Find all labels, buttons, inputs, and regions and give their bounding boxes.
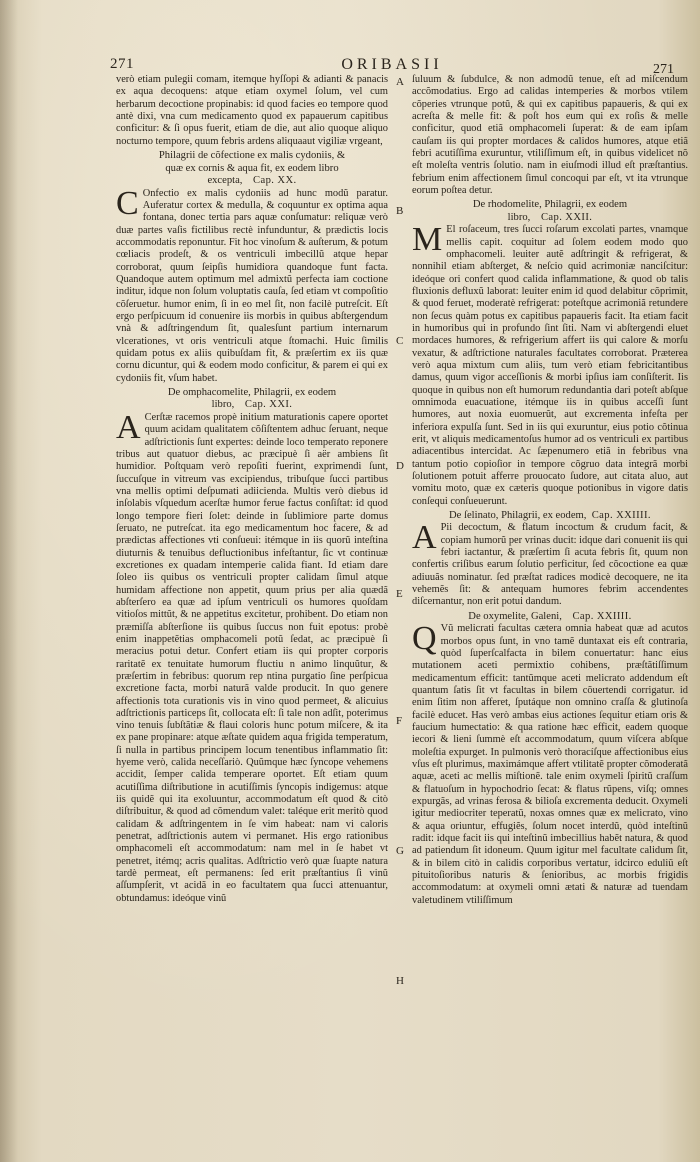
chapter-24-text: Vũ melicrati facultas cætera omnia habeat quæ ad acutos morbos opus ſunt, in vno tamẽ duntaxat eis eſt contraria, quòd ſuperſcalfacta in bilem conuertatur: hanc eius mutationem aceti permixtio cohibens, præſtãtiſſimum medicamentum efficit: tantũmque aceti melicrato addendum eſt quantum ſatis ſit vt facultas in bilem cõuertendi corrigatur. id enim ſitim non afferet, ſputáque non omnino craſſa & glutinoſa facilè educet. Has verò ambas eius actiones ſequitur etiam oris & faucium humectatio: & qua ratione hæc efficit, eadem quoque iecori & lieni ſummè eſt accommodatum, quum viſcera abſque moleſtia expurget. In pulmonis verò thoracíſque affectionibus eius vſus eſt plurimus, maximámque affert vtilitatẽ propter cõmoderatã aquæ, aceti ac mellis miſtionẽ. tale enim oxymeli ſpiritũ craſſum & flatuoſum in hypochodrio ſecat: & flatus rũpens, viſq; omnes expurgãs, ad vrinas ferosa & bilioſa excrementa deducit. Oxymeli igitur mediocriter teperatũ, noxas omnes quæ ex melicrato, vino & aqua oriuntur, effugiẽs, ſolum nocet interdũ, quòd inteſtinũ radit: idque facit iis qui inteſtinũ imbecillius habẽt natura, & quod ad patiendum ſit idoneum. Quum igitur mel facultate calidum ſit, & in bilem citò in calidis corporibus vertatur, idcirco eduliũ eſt pituitoſioribus naturis & ſenioribus, ac morbis frigidis accommodatum: at oxymeli omni ætati & naturæ ad tuendam valetudinem vtiliſſimum: [412, 623, 688, 906]
margin-letter-g: G: [396, 845, 404, 857]
right-text-column: [412, 74, 688, 1154]
chapter-21-heading-line-1: De omphacomelite, Philagrii, ex eodem: [167, 386, 337, 398]
margin-letter-d: D: [396, 460, 404, 472]
chapter-21-heading-line-2: [116, 399, 388, 412]
chapter-22-number: Cap. XXII.: [540, 211, 593, 223]
chapter-22-heading-line-2: [412, 212, 688, 225]
chapter-20-heading-excepta: excepta,: [207, 175, 243, 187]
chapter-20-number: Cap. XX.: [253, 175, 297, 187]
margin-letter-b: B: [396, 205, 404, 217]
chapter-22-text: El roſaceum, tres ſucci roſarum excolati partes, vnamque mellis capit. coquitur ad ſolem eodem modo quo omphacomeli. leuiter autẽ adſtringit & refrigerat, & nonnihil etiam abſterget, & neſcio quid acrimoniæ nanciſcitur: ideóque ori confert quod calida inflammatione, & quod ob talis fluxionis defluxũ laborat: leuiter enim id quod delabitur cõprimit, & quod feruet, moderatè refrigerat: poteſtque acrimoniã retundere non ſecus quàm potus ex capitibus papaueris facit. Ita etiam facit in humoribus qui in profundo ſint ſiti. Nam vi abſtergendi eluet mordaces humores, & refrigerium affert iis qui calore & morſu vexatur, & adſtrictione naturales facultates corroborat. Præterea verò aqua mixtum cum aliis, tum verò etiam febricitantibus damus, quum vigor acceſſionis & morbi ipſius iam conſiſterit. Iis quoque in quibus non eſt humorum redundantia dari poteſt abſque omnimoda euacuatione, itémque iis in quibus acceſſi ſunt humores, aut noxia euomuerũt, aut excrementa infeſta per inferiora expulſa ſunt. Sed in iis qui exuruntur, eius potio cõtinua erit, vt aliquis medicamentoſus humor ad os ventriculi ex partibus adiacentibus intercidat. Ac ſæpenumero etiã in febribus vna tantum potio copioſior in tempore cõgruo data integrã morbi ſolutionem potuit afferre prouocato ſudore, aut citata aluo, aut vomitu moto, quæ ex cæteris quoque potionibus in vigore datis conſequi conſueuerunt.: [412, 224, 688, 507]
chapter-22-heading-libro: libro,: [507, 211, 531, 223]
drop-cap-c: C: [116, 184, 139, 222]
chapter-23-heading: [412, 510, 688, 523]
running-title: ORIBASII: [341, 56, 443, 73]
chapter-20-heading-line-3: [116, 175, 388, 188]
chapter-23-number: Cap. XXIIII.: [591, 509, 651, 521]
page-number-right: 271: [653, 62, 674, 77]
chapter-20-heading-line-1: Philagrii de cõfectione ex malis cydoniis, &: [158, 149, 346, 161]
chapter-23-text: Pii decoctum, & flatum incoctum & crudum facit, & copiam humorũ per vrinas ducit: idque dari conuenit iis qui febri iactantur, & præſertim ſi acuta febris ſit, quum non confertis criſibus earum ſolutio perficitur, ſed cõcoctione ea quæ adiuuãs nominatur. ſed præſtat radices modicè decoquere, ne ita vehemẽs ſit: & antequam humores febrim accendentes diſcernantur, non erit potui dandum.: [412, 522, 688, 608]
right-intro-paragraph: ſuluum & ſubdulce, & non admodũ tenue, eſt ad miſcendum accõmodatius. Ergo ad calidas intemperies & morbos vtilem cõperies vtrunque potũ, & qui ex capitibus papaueris, & qui ex acreſta & melle fit: & poſt hos eum qui ex roſis & melle conficitur, quod etiã omphacomeli ſuperat: & de eam ipſam cauſam iis qui propter mordaces & calidos humores, atque etiã febri acutiſſima exuruntur, vtiliſſimum eſt, in quibus videlicet nõ eſt moleſta ventris ſolutio. nam in eiuſmodi illud eſt præſtantius. febrium enim affectionem ſimul concoqui par eſt, vt ita vtrunque eorum poſtea detur.: [412, 74, 688, 196]
chapter-24-body: [412, 620, 688, 907]
chapter-24-title: De oxymelite, Galeni,: [468, 610, 562, 622]
chapter-22-heading-line-1: De rhodomelite, Philagrii, ex eodem: [472, 199, 628, 211]
chapter-20-text: Onfectio ex malis cydoniis ad hunc modũ paratur. Auferatur cortex & medulla, & coquuntur ex optima aqua fontana, donec tertia pars aquæ conſumatur: reliquæ verò duæ partes vaſis fictilibus rectè infunduntur, & prædictis locis accommodatis reponuntur. Fit hoc vinoſum & auſterum, & potum cœliacis prodeſt, & os ventriculi imbecillũ atque hepar corroborat, quum ſeipſis humidiora quandoque funt facta. Quandoque autem optimum mel admixtũ perfecta iam coctione inditur, idque non ſolum voluptatis cauſa, ſed etiam vt compoſitio cõſeruetur. humor enim, ſi in eo mel ſit, non facilè putreſcit. Eſt ergo perſpicuum id conuenire iis morbis in quibus abſtergendum vnà & adſtringendum ſit, qualesſunt partium internarum vlcerationes, vt oris ventriculi atque ſtomachi. Huic ſimilis quidam potus ex aliis quibuſdam fit, & præſertim ex iis quæ cornu dicuntur, qui & eodem modo conficitur, & parem ei qui ex cydoniis fit, vſum habet.: [116, 187, 388, 384]
page-header: [110, 56, 674, 77]
chapter-23-body: [412, 519, 688, 608]
chapter-20-heading-line-2: quæ ex cornis & aqua fit, ex eodem libro: [165, 162, 339, 174]
chapter-22-body: [412, 221, 688, 508]
drop-cap-m: M: [412, 221, 443, 259]
chapter-21-text: Cerſtæ racemos propè initium maturationis capere oportet quum acidam qualitatem cõſiſtentem adhuc ſeruant, neque adſtrictionis ſunt expertes: deinde loco temperato reponere tribus aut quatuor diebus, ac præcipuè ſi aër ambiens ſit humidior. Poſtquam verò repoſiti fuerint, exprimendi ſunt, ſuccuſque in vitreum vas excipiendus, tribuſque ſucci partibus vna mellis optimi deſpumati adiicienda. Multis verò diebus id inſolabis vſquedum acerſtæ humor ferue factus conſiſtat: id quod longo tempore fieri ſolet: deinde in ſublimiore parte domus ſeruato, ne putreſcat. ita ego medicamentum hoc facere, & ad prædictas affectiones vti conſueui: itémque in iis quorũ inteſtina diuturnis & tenuibus defluctionibus infeſtantur, ſic vt continuæ excretiones ex quadam intemperie calida fiant. Id etiam dare ſoleo iis quibus os ventriculi propter calidam ſimul atque humidam affectione non appetit, quum prius per alia quædã abſterſero ea quæ ad ipſum ventriculi os humores quoſdam vitioſos mittũt, & ne appetitus excitetur, prohibent. Do etiam non præmiſſa abſterſione iis quibus ſuccus non fuit epotus: probè enim inappetẽtias omphacomeli potũ ſedat, ac præcipuè ſi meracius potui detur. Confert etiam iis qui propter corporis raritatẽ ex tenuitate humorum fluctiu n animo linquũtur, & præſertim in febribus: quorum rep ntina purgatio ſine perſpicua excretione facta, morbi naturã valde producit. In quo genere affectionis tota curationis vis in vino quod permeet, & alicuius adſtrictionis particeps ſit, collocata eſt: ſi tale non adſit, poterimus vino tenuis ſubſtãtiæ & flaui coloris hunc potum miſcere, & ita ex pane propinare: atque æſtate quidem aqua frigida temperatum, ſi nulla in partibus principem locum tenentibus inflammatio ſit: hyeme verò, calida neceſſariò. Quũmque hæc ſyncope vehemens accidit, ſemper calida temperare oportet. Eſt etiam quum acutiſſima diſtributione in acutiſſimis ſyncopis indigemus: atque iis quidẽ qui ita exoluuntur, accommodatum eſt quod & citò diſtribuitur, & quod ad cõmendum valet: taléque erit meritò quod calidam & adſtringentem in ſe vim habeat: nam vi caloris penetrat, adſtrictionis autem vi permanet. His ergo rationibus omphacomeli eſt accommodatum: nam mel in ſe habet vt penetret, itémq; acris qualitas. Adſtrictio verò quæ ſuapte natura tardè permeat, eſt permanens: ſed erit præſtantius ſi vinũ aſſumpſerit, vt acidã in eo facultatem qua ſucci attenuantur, obtundamus: ideóque vinũ: [116, 411, 388, 904]
margin-letter-c: C: [396, 335, 404, 347]
chapter-21-heading-libro: libro,: [211, 399, 235, 411]
drop-cap-q: Q: [412, 620, 437, 658]
drop-cap-a: A: [116, 408, 141, 446]
left-intro-paragraph: verò etiam pulegii comam, itemque hyſſopi & adianti & panacis ex aqua decoquens: atque etiam oxymel ſolum, vel cum herbarum decoctione propinabis: id quod facies eo tempore quod antè dixi, vna cum medicamento quod ex papauerum capitibus conficitur: & ſi opus fuerit, etiam de die, aut alio quoque aliquo nocturno tempore, quum febris ardens aliquaaut vigiliæ vrgeant,: [116, 74, 388, 147]
margin-letter-h: H: [396, 975, 404, 987]
chapter-20-body: [116, 184, 388, 385]
margin-letter-e: E: [396, 588, 403, 600]
page-number-left: 271: [110, 56, 134, 72]
drop-cap-a-right: A: [412, 519, 437, 557]
chapter-24-heading: [412, 611, 688, 624]
chapter-24-number: Cap. XXIIII.: [572, 610, 632, 622]
spine-shadow: [0, 0, 18, 1162]
left-text-column: [116, 74, 388, 1154]
chapter-21-body: [116, 408, 388, 905]
margin-letter-f: F: [396, 715, 403, 727]
chapter-21-number: Cap. XXI.: [244, 399, 293, 411]
margin-letter-a: A: [396, 76, 404, 88]
chapter-23-title: De ſelinato, Philagrii, ex eodem,: [449, 509, 587, 521]
